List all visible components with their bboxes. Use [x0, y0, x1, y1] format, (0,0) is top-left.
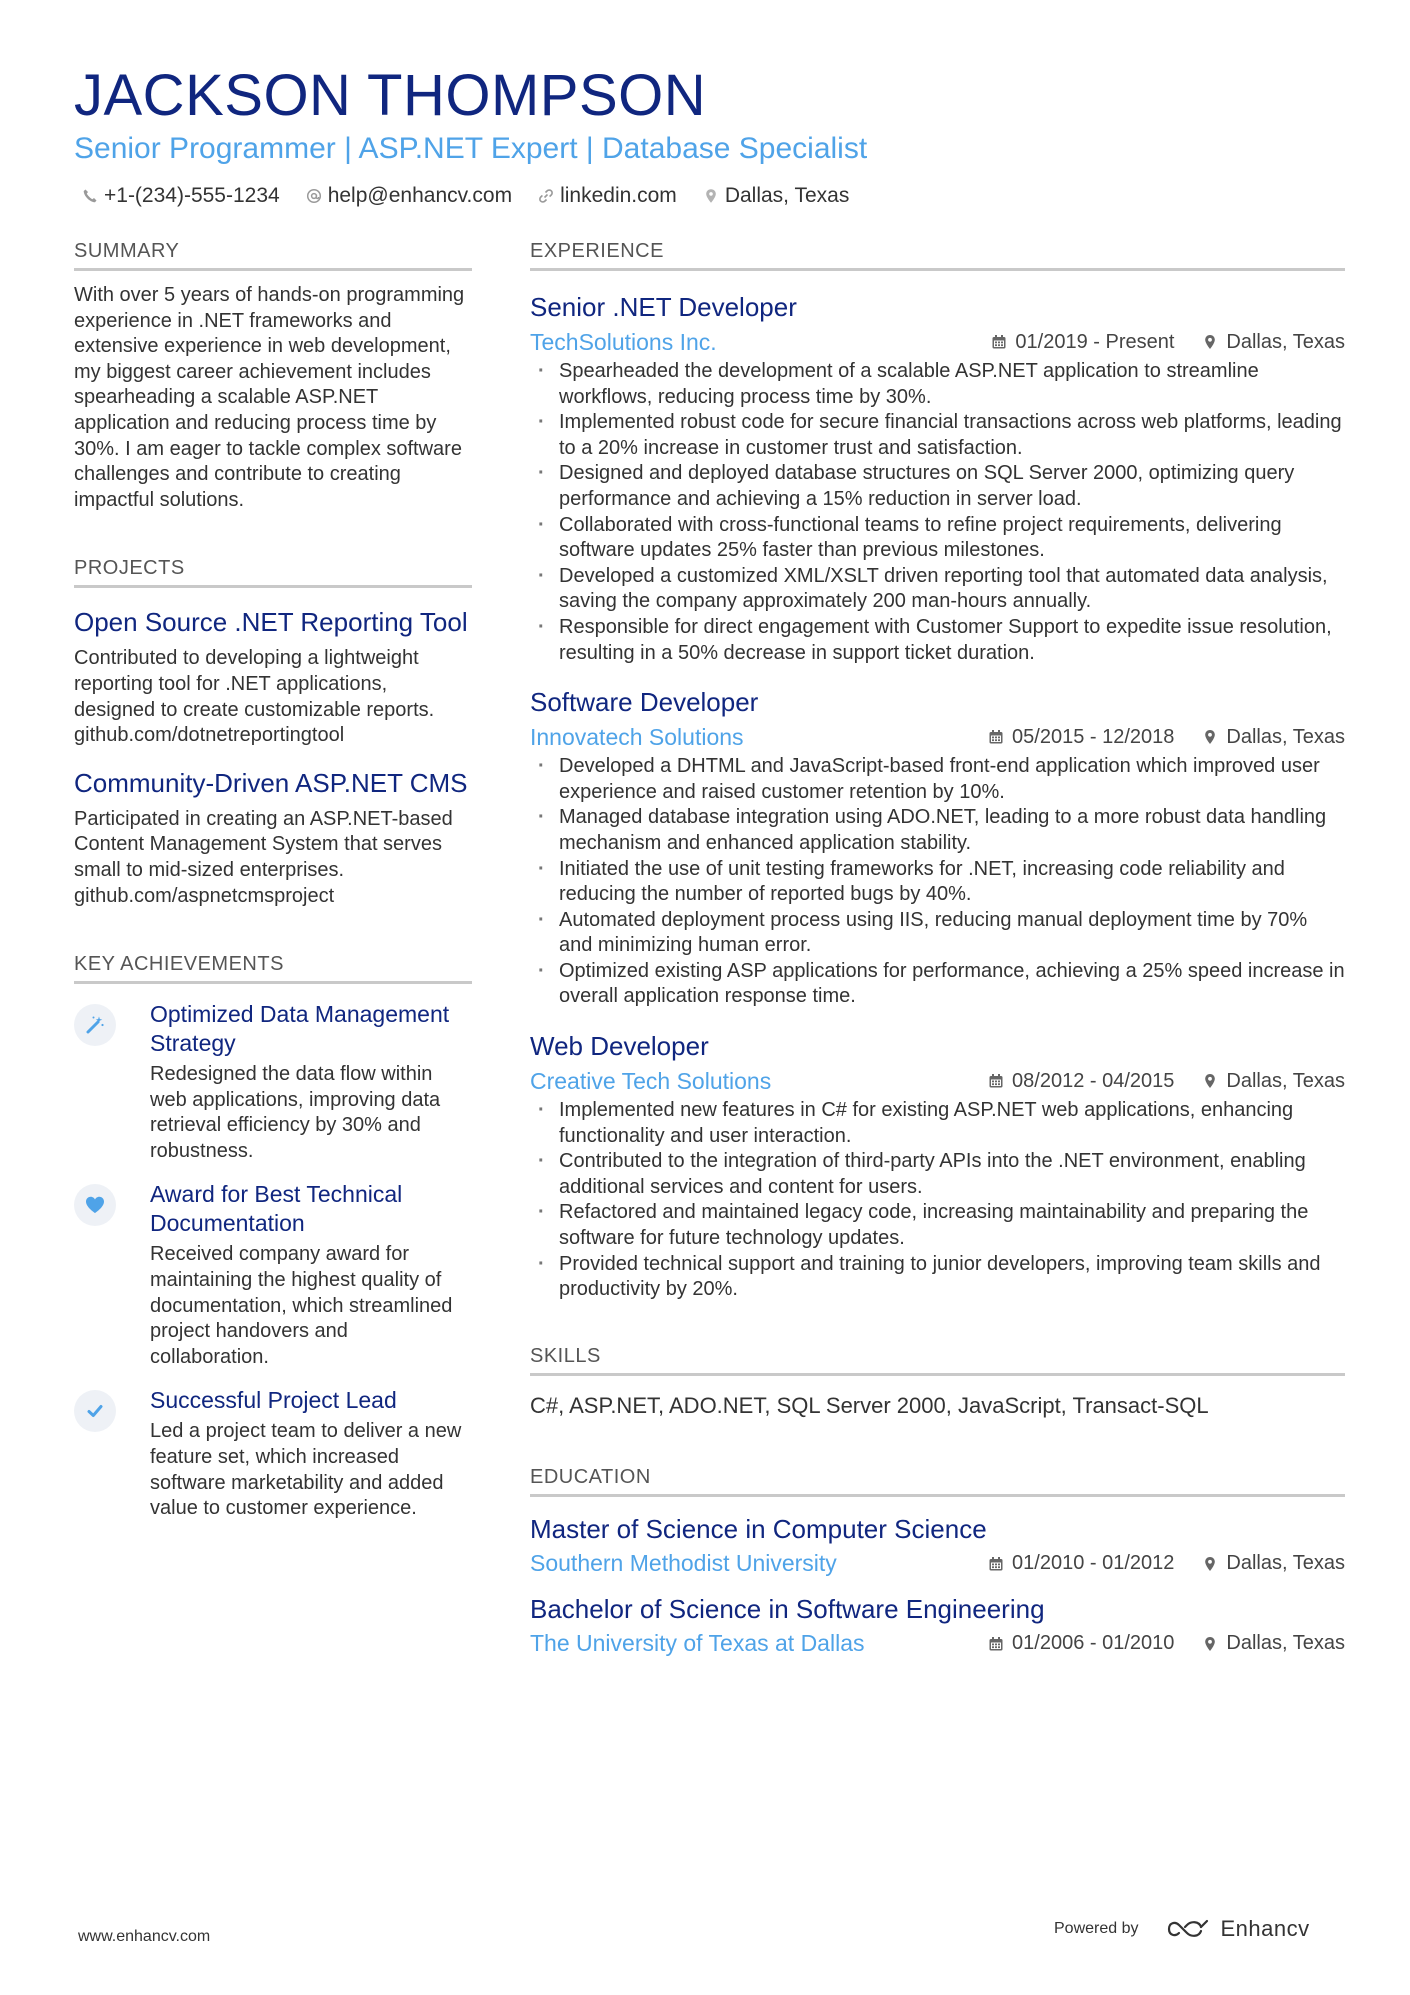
skills-text: C#, ASP.NET, ADO.NET, SQL Server 2000, JavaScript, Transact-SQL [530, 1392, 1209, 1418]
achievement-item [74, 1180, 472, 1370]
calendar-icon [988, 1636, 1004, 1652]
location-pin-icon [1202, 334, 1218, 350]
contact-location-text: Dallas, Texas [724, 184, 850, 207]
enhancv-brand-text: Enhancv [1220, 1916, 1310, 1941]
job-dates [988, 1070, 1174, 1093]
achievement-item [74, 1386, 472, 1521]
job-location [1202, 726, 1345, 749]
achievement-title: Award for Best Technical Documentation [150, 1181, 403, 1237]
achievement-description: Received company award for maintaining the highest quality of documentation, which streamlined project handovers and collaboration. [150, 1243, 453, 1368]
education-school: Southern Methodist University [530, 1550, 837, 1577]
achievement-content [150, 1386, 472, 1521]
achievements-heading: KEY ACHIEVEMENTS [74, 951, 472, 984]
job-meta-row [530, 1066, 1345, 1096]
job-bullet: · Optimized existing ASP applications for performance, achieving a 25% speed increase in overall application response time. [530, 959, 1345, 1010]
calendar-icon [991, 334, 1007, 350]
job-title: Web Developer [530, 1031, 709, 1062]
projects-section [74, 555, 472, 909]
education-meta-row [530, 1629, 1345, 1659]
job-entry [530, 686, 1345, 1010]
enhancv-logo[interactable] [1165, 1916, 1310, 1942]
job-bullet: · Implemented robust code for secure financial transactions across web platforms, leading to a 20% increase in customer trust and satisfaction. [530, 410, 1345, 461]
enhancv-infinity-icon [1165, 1917, 1211, 1941]
job-bullet: · Contributed to the integration of third-party APIs into the .NET environment, enabling additional services and content for users. [530, 1149, 1345, 1200]
achievement-title: Successful Project Lead [150, 1387, 397, 1414]
contact-linkedin[interactable] [538, 182, 677, 210]
candidate-name: JACKSON THOMPSON [74, 63, 707, 128]
job-bullet: · Refactored and maintained legacy code, increasing maintainability and preparing the software for future technology updates. [530, 1200, 1345, 1251]
link-icon [538, 188, 554, 204]
contact-linkedin-text: linkedin.com [560, 184, 677, 207]
job-bullets [530, 359, 1345, 666]
job-bullets [530, 754, 1345, 1010]
job-entry [530, 1030, 1345, 1303]
education-location-text: Dallas, Texas [1226, 1632, 1345, 1655]
job-bullet: · Provided technical support and training to junior developers, improving team skills and productivity by 20%. [530, 1252, 1345, 1303]
right-column [530, 238, 1345, 1659]
job-bullet: · Responsible for direct engagement with Customer Support to expedite issue resolution, resulting in a 50% decrease in support ticket duration. [530, 615, 1345, 666]
job-meta-row [530, 327, 1345, 357]
skills-heading: SKILLS [530, 1343, 1345, 1376]
education-entry [530, 1513, 1345, 1579]
job-bullets [530, 1098, 1345, 1303]
experience-heading: EXPERIENCE [530, 238, 1345, 271]
location-pin-icon [1202, 729, 1218, 745]
job-title: Software Developer [530, 687, 759, 718]
footer-branding [1054, 1916, 1310, 1942]
achievement-item [74, 1000, 472, 1164]
phone-icon [82, 188, 98, 204]
project-link[interactable]: github.com/dotnetreportingtool [74, 724, 345, 747]
education-entry [530, 1593, 1345, 1659]
location-pin-icon [1202, 1636, 1218, 1652]
magic-wand-icon [74, 1004, 116, 1046]
education-location-text: Dallas, Texas [1226, 1552, 1345, 1575]
education-school: The University of Texas at Dallas [530, 1630, 865, 1657]
job-dates [988, 726, 1174, 749]
education-dates [988, 1552, 1174, 1575]
education-location [1202, 1632, 1345, 1655]
education-degree: Master of Science in Computer Science [530, 1513, 987, 1544]
heart-icon [74, 1184, 116, 1226]
contact-row [74, 182, 1344, 210]
contact-email[interactable] [306, 182, 512, 210]
achievement-content [150, 1180, 472, 1370]
education-dates-text: 01/2006 - 01/2010 [1012, 1632, 1175, 1655]
job-bullet: · Initiated the use of unit testing frameworks for .NET, increasing code reliability and reducing the number of reported bugs by 40%. [530, 857, 1345, 908]
contact-email-text: help@enhancv.com [327, 184, 513, 207]
project-link[interactable]: github.com/aspnetcmsproject [74, 884, 335, 907]
location-pin-icon [1202, 1073, 1218, 1089]
job-entry [530, 291, 1345, 666]
project-item [74, 767, 472, 909]
job-bullet: · Collaborated with cross-functional teams to refine project requirements, delivering software updates 25% faster than previous milestones. [530, 513, 1345, 564]
skills-section [530, 1343, 1345, 1420]
footer-website[interactable]: www.enhancv.com [78, 1928, 211, 1945]
education-meta-row [530, 1549, 1345, 1579]
candidate-headline: Senior Programmer | ASP.NET Expert | Database Specialist [74, 132, 868, 165]
location-pin-icon [703, 188, 719, 204]
project-description: Participated in creating an ASP.NET-based Content Management System that serves small to mid-sized enterprises. [74, 807, 453, 881]
achievements-section [74, 951, 472, 1522]
powered-by-text: Powered by [1054, 1920, 1139, 1937]
experience-section [530, 238, 1345, 1303]
contact-phone-text: +1-(234)-555-1234 [104, 184, 280, 207]
job-company: Creative Tech Solutions [530, 1067, 772, 1094]
achievement-title: Optimized Data Management Strategy [150, 1001, 450, 1057]
summary-section [74, 238, 472, 513]
job-company: TechSolutions Inc. [530, 328, 717, 355]
projects-heading: PROJECTS [74, 555, 472, 588]
education-section [530, 1464, 1345, 1659]
contact-phone[interactable] [82, 182, 280, 210]
achievement-description: Led a project team to deliver a new feature set, which increased software marketability and added value to customer experience. [150, 1420, 462, 1520]
job-meta-row [530, 722, 1345, 752]
job-bullet: · Automated deployment process using IIS, reducing manual deployment time by 70% and minimizing human error. [530, 908, 1345, 959]
calendar-icon [988, 1073, 1004, 1089]
location-pin-icon [1202, 1556, 1218, 1572]
project-title: Community-Driven ASP.NET CMS [74, 767, 468, 798]
education-dates-text: 01/2010 - 01/2012 [1012, 1552, 1175, 1575]
education-location [1202, 1552, 1345, 1575]
education-dates [988, 1632, 1174, 1655]
resume-header [74, 62, 1344, 210]
summary-text: With over 5 years of hands-on programming experience in .NET frameworks and extensive experience in web development, my biggest career achievement includes spearheading a scalable ASP.NET application and reducing process time by 30%. I am eager to tackle complex software challenges and contribute to creating impactful solutions. [74, 284, 465, 511]
job-bullet: · Designed and deployed database structures on SQL Server 2000, optimizing query performance and achieving a 15% reduction in server load. [530, 461, 1345, 512]
job-bullet: · Developed a DHTML and JavaScript-based front-end application which improved user experience and raised customer retention by 10%. [530, 754, 1345, 805]
job-bullet: · Managed database integration using ADO.NET, leading to a more robust data handling mechanism and enhanced application stability. [530, 805, 1345, 856]
job-location-text: Dallas, Texas [1226, 725, 1345, 748]
at-icon [306, 188, 322, 204]
achievement-description: Redesigned the data flow within web applications, improving data retrieval efficiency by 30% and robustness. [150, 1063, 441, 1162]
job-location-text: Dallas, Texas [1226, 330, 1345, 353]
job-dates [991, 331, 1174, 354]
education-heading: EDUCATION [530, 1464, 1345, 1497]
project-description: Contributed to developing a lightweight reporting tool for .NET applications, designed to create customizable reports. [74, 647, 435, 721]
left-column [74, 238, 472, 1522]
job-dates-text: 08/2012 - 04/2015 [1012, 1069, 1175, 1092]
job-title: Senior .NET Developer [530, 292, 797, 322]
job-location-text: Dallas, Texas [1226, 1069, 1345, 1092]
calendar-icon [988, 1556, 1004, 1572]
achievement-content [150, 1000, 472, 1164]
job-dates-text: 05/2015 - 12/2018 [1012, 725, 1175, 748]
project-item [74, 606, 472, 748]
job-location [1202, 1070, 1345, 1093]
contact-location [703, 182, 850, 210]
summary-heading: SUMMARY [74, 238, 472, 271]
check-icon [74, 1390, 116, 1432]
job-bullet: · Developed a customized XML/XSLT driven reporting tool that automated data analysis, saving the company approximately 200 man-hours annually. [530, 564, 1345, 615]
job-dates-text: 01/2019 - Present [1015, 330, 1175, 353]
job-bullet: · Spearheaded the development of a scalable ASP.NET application to streamline workflows, reducing process time by 30%. [530, 359, 1345, 410]
job-company: Innovatech Solutions [530, 723, 744, 750]
education-degree: Bachelor of Science in Software Engineering [530, 1593, 1045, 1624]
job-bullet: · Implemented new features in C# for existing ASP.NET web applications, enhancing functionality and user interaction. [530, 1098, 1345, 1149]
project-title: Open Source .NET Reporting Tool [74, 607, 468, 638]
job-location [1202, 331, 1345, 354]
calendar-icon [988, 729, 1004, 745]
